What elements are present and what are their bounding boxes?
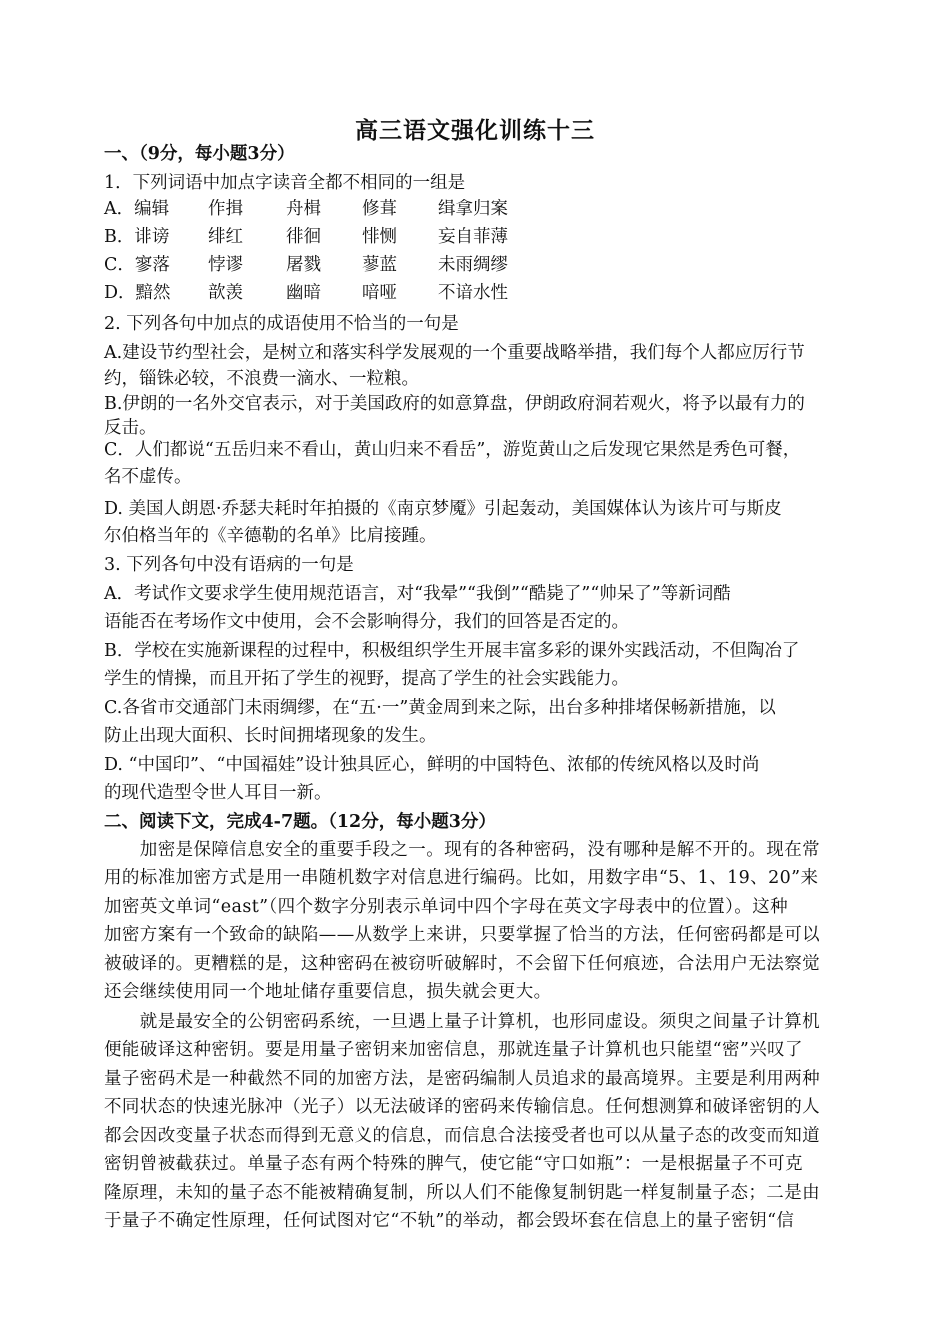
option-label: C．寥落 [104, 255, 170, 275]
q2-option-a-line2: 约，锱铢必较，不浪费一滴水、一粒粮。 [104, 369, 419, 389]
passage-line: 用的标准加密方式是用一串随机数字对信息进行编码。比如，用数字串“5、1、19、20”来 [104, 868, 819, 888]
option-word: 绯红 [208, 227, 243, 247]
passage-line: 加密是保障信息安全的重要手段之一。现有的各种密码，没有哪种是解不开的。现在常 [104, 840, 820, 860]
q2-option-d-line1: D. 美国人朗恩·乔瑟夫耗时年拍摄的《南京梦魇》引起轰动，美国媒体认为该片可与斯皮 [104, 499, 782, 519]
q1-stem: 1．下列词语中加点字读音全都不相同的一组是 [104, 173, 466, 193]
q3-option-d-line1: D. “中国印”、“中国福娃”设计独具匠心，鲜明的中国特色、浓郁的传统风格以及时尚 [104, 755, 760, 775]
option-label: A．编辑 [104, 199, 170, 219]
q2-option-c-line2: 名不虚传。 [104, 467, 192, 487]
option-word: 作揖 [208, 199, 243, 219]
q2-option-b-line1: B.伊朗的一名外交官表示，对于美国政府的如意算盘，伊朗政府洞若观火，将予以最有力的 [104, 394, 805, 414]
q3-option-d-line2: 的现代造型令世人耳目一新。 [104, 783, 332, 803]
q2-stem: 2. 下列各句中加点的成语使用不恰当的一句是 [104, 314, 459, 334]
passage-line: 便能破译这种密钥。要是用量子密钥来加密信息，那就连量子计算机也只能望“密”兴叹了 [104, 1040, 803, 1060]
option-label: D．黯然 [104, 283, 171, 303]
option-word: 悖谬 [208, 255, 243, 275]
q3-option-a-line2: 语能否在考场作文中使用，会不会影响得分，我们的回答是否定的。 [104, 612, 629, 632]
q2-option-b-line2: 反击。 [104, 418, 157, 438]
q2-option-d-line2: 尔伯格当年的《辛德勒的名单》比肩接踵。 [104, 526, 437, 546]
passage-line: 被破译的。更糟糕的是，这种密码在被窃听破解时，不会留下任何痕迹，合法用户无法察觉 [104, 954, 820, 974]
q3-stem: 3. 下列各句中没有语病的一句是 [104, 555, 354, 575]
option-word: 修葺 [362, 199, 397, 219]
option-label: B．诽谤 [104, 227, 170, 247]
option-word: 屠戮 [286, 255, 321, 275]
option-word: 妄自菲薄 [438, 227, 508, 247]
option-word: 蓼蓝 [362, 255, 397, 275]
option-word: 幽暗 [286, 283, 321, 303]
q3-option-a-line1: A．考试作文要求学生使用规范语言，对“我晕”“我倒”“酷毙了”“帅呆了”等新词酷 [104, 584, 731, 604]
section-one-heading: 一、（9分，每小题3分） [104, 144, 295, 164]
option-word: 歆羡 [208, 283, 243, 303]
passage-line: 加密英文单词“east”（四个数字分别表示单词中四个字母在英文字母表中的位置）。这种 [104, 897, 788, 917]
passage-line: 于量子不确定性原理，任何试图对它“不轨”的举动，都会毁坏套在信息上的量子密钥“信 [104, 1211, 795, 1231]
option-word: 未雨绸缪 [438, 255, 508, 275]
option-word: 舟楫 [286, 199, 321, 219]
q3-option-b-line1: B．学校在实施新课程的过程中，积极组织学生开展丰富多彩的课外实践活动，不但陶冶了 [104, 641, 800, 661]
option-word: 喑哑 [362, 283, 397, 303]
q3-option-c-line2: 防止出现大面积、长时间拥堵现象的发生。 [104, 726, 437, 746]
option-word: 缉拿归案 [438, 199, 508, 219]
passage-line: 量子密码术是一种截然不同的加密方法，是密码编制人员追求的最高境界。主要是利用两种 [104, 1069, 820, 1089]
passage-line: 不同状态的快速光脉冲（光子）以无法破译的密码来传输信息。任何想测算和破译密钥的人 [104, 1097, 820, 1117]
passage-line: 加密方案有一个致命的缺陷——从数学上来讲，只要掌握了恰当的方法，任何密码都是可以 [104, 925, 820, 945]
page-title: 高三语文强化训练十三 [355, 117, 595, 144]
option-word: 悱恻 [362, 227, 397, 247]
section-two-heading: 二、阅读下文，完成4-7题。（12分，每小题3分） [104, 812, 496, 832]
passage-line: 密钥曾被截获过。单量子态有两个特殊的脾气，使它能“守口如瓶”：一是根据量子不可克 [104, 1154, 803, 1174]
passage-line: 还会继续使用同一个地址储存重要信息，损失就会更大。 [104, 982, 552, 1002]
q3-option-c-line1: C.各省市交通部门未雨绸缪，在“五·一”黄金周到来之际，出台多种排堵保畅新措施，以 [104, 698, 776, 718]
q2-option-a-line1: A.建设节约型社会，是树立和落实科学发展观的一个重要战略举措，我们每个人都应厉行节 [104, 343, 805, 363]
q3-option-b-line2: 学生的情操，而且开拓了学生的视野，提高了学生的社会实践能力。 [104, 669, 629, 689]
passage-line: 就是最安全的公钥密码系统，一旦遇上量子计算机，也形同虚设。须臾之间量子计算机 [104, 1012, 820, 1032]
option-word: 徘徊 [286, 227, 321, 247]
option-word: 不谙水性 [438, 283, 508, 303]
passage-line: 都会因改变量子状态而得到无意义的信息，而信息合法接受者也可以从量子态的改变而知道 [104, 1126, 820, 1146]
q2-option-c-line1: C．人们都说“五岳归来不看山，黄山归来不看岳”，游览黄山之后发现它果然是秀色可餐， [104, 440, 801, 460]
passage-line: 隆原理，未知的量子态不能被精确复制，所以人们不能像复制钥匙一样复制量子态；二是由 [104, 1183, 820, 1203]
